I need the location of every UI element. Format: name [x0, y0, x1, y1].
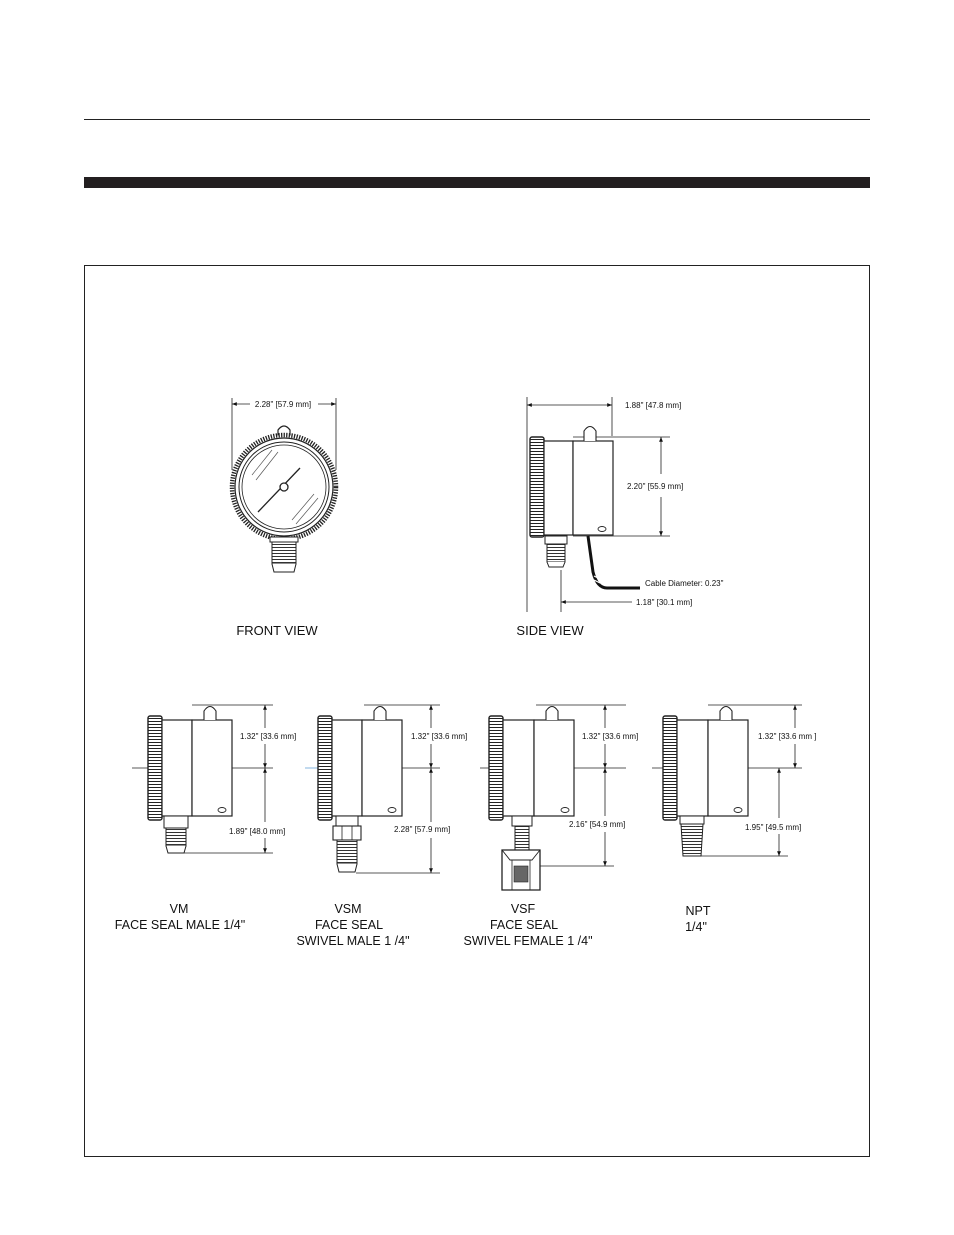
side-view-label: SIDE VIEW	[516, 623, 584, 638]
front-width-dim: 2.28" [57.9 mm]	[254, 400, 312, 409]
vm-description: FACE SEAL MALE 1/4"	[114, 918, 246, 932]
cable-diameter-note: Cable Diameter: 0.23"	[645, 579, 724, 588]
front-view-label: FRONT VIEW	[236, 623, 318, 638]
vsf-description-1: FACE SEAL	[489, 918, 559, 932]
vsm-code: VSM	[334, 902, 362, 916]
vsf-bottom-dim: 2.16" [54.9 mm]	[569, 820, 626, 829]
vsm-description-2: SWIVEL MALE 1 /4"	[296, 934, 410, 948]
vm-code: VM	[169, 902, 189, 916]
vsf-description-2: SWIVEL FEMALE 1 /4"	[463, 934, 593, 948]
vm-bottom-dim: 1.89" [48.0 mm]	[229, 827, 286, 836]
side-view	[516, 397, 723, 638]
fitting-vm	[115, 705, 296, 932]
npt-top-dim: 1.32" [33.6 mm ]	[758, 732, 817, 741]
vsm-description-1: FACE SEAL	[314, 918, 384, 932]
fitting-vsf	[463, 705, 638, 948]
side-height-dim: 2.20" [55.9 mm]	[627, 482, 684, 491]
front-view	[232, 398, 336, 638]
vm-top-dim: 1.32" [33.6 mm]	[240, 732, 297, 741]
npt-code: NPT	[685, 904, 711, 918]
side-cable-offset-dim: 1.18" [30.1 mm]	[636, 598, 693, 607]
vsm-bottom-dim: 2.28" [57.9 mm]	[394, 825, 451, 834]
side-depth-dim: 1.88" [47.8 mm]	[625, 401, 682, 410]
fitting-npt	[652, 705, 816, 934]
vsf-top-dim: 1.32" [33.6 mm]	[582, 732, 639, 741]
npt-description: 1/4"	[685, 920, 707, 934]
fitting-vsm	[296, 705, 467, 948]
vsf-code: VSF	[510, 902, 536, 916]
npt-bottom-dim: 1.95" [49.5 mm]	[745, 823, 802, 832]
vsm-top-dim: 1.32" [33.6 mm]	[411, 732, 468, 741]
